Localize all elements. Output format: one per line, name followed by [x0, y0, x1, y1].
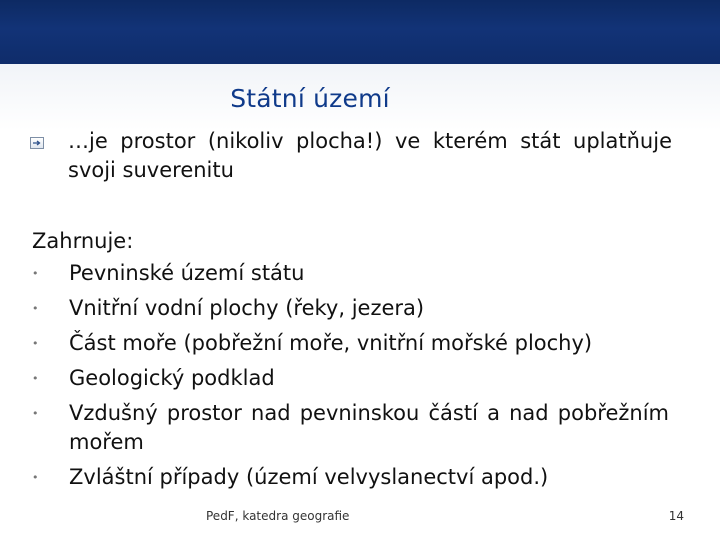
bullet-icon: •	[32, 407, 39, 420]
bullet-list	[32, 259, 682, 498]
intro-line-2: svoji suverenitu	[68, 158, 234, 182]
intro-text	[68, 127, 672, 185]
slide-title: Státní území	[230, 84, 390, 113]
bullet-icon: •	[32, 267, 39, 280]
list-item-text: Pevninské území státu	[69, 261, 305, 285]
boxed-arrow-icon	[30, 137, 44, 149]
bullet-icon: •	[32, 302, 39, 315]
list-heading: Zahrnuje:	[32, 229, 134, 253]
list-item	[32, 259, 682, 288]
list-item	[32, 364, 682, 393]
list-item-text: Zvláštní případy (území velvyslanectví apod.)	[69, 465, 549, 489]
page-number: 14	[668, 509, 684, 523]
bullet-icon: •	[32, 471, 39, 484]
list-item-text: Vzdušný prostor nad pevninskou částí a nad pobřežním	[69, 401, 669, 425]
intro-line-1: …je prostor (nikoliv plocha!) ve kterém stát uplatňuje	[68, 129, 672, 153]
list-item-text: Geologický podklad	[69, 366, 275, 390]
list-item-text: Vnitřní vodní plochy (řeky, jezera)	[69, 296, 425, 320]
list-item	[32, 399, 682, 457]
list-item-text: Část moře (pobřežní moře, vnitřní mořské plochy)	[69, 331, 593, 355]
list-item	[32, 294, 682, 323]
list-item-text-continuation: mořem	[69, 430, 144, 454]
footer-text: PedF, katedra geografie	[206, 509, 350, 523]
list-item	[32, 463, 682, 492]
header-band	[0, 0, 720, 64]
bullet-icon: •	[32, 372, 39, 385]
bullet-icon: •	[32, 337, 39, 350]
list-item	[32, 329, 682, 358]
